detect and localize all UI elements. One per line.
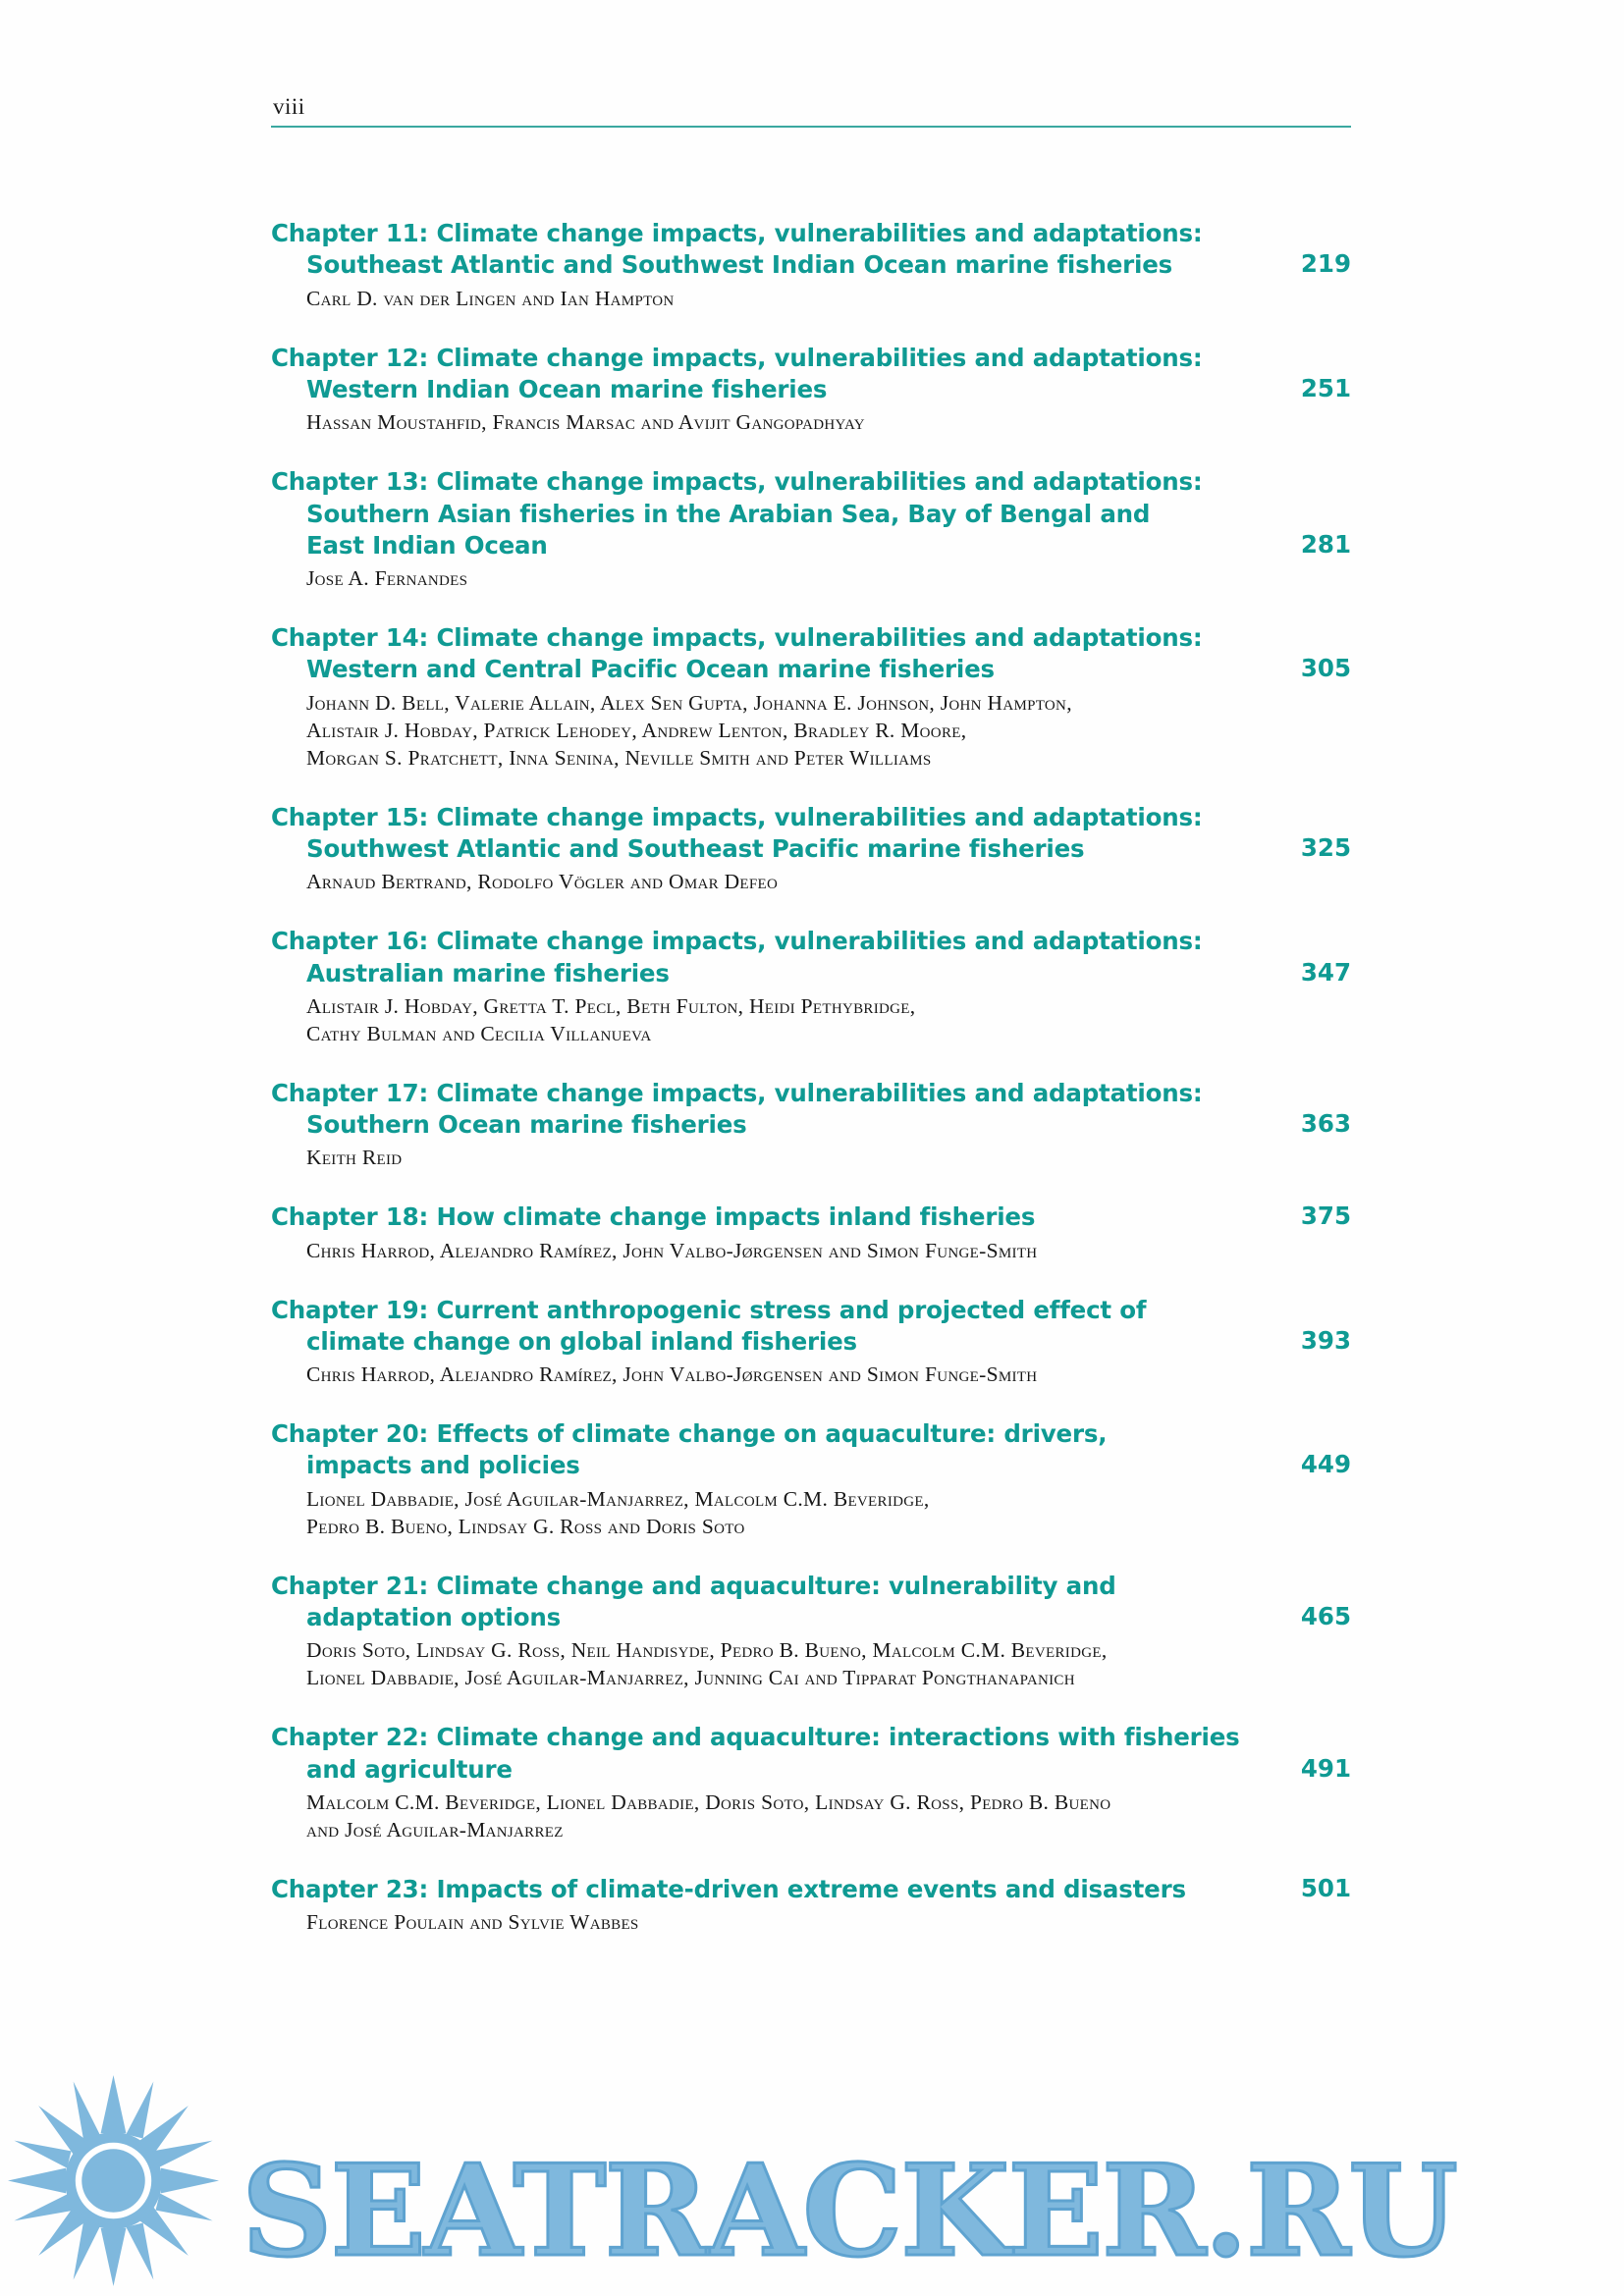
author-line: Arnaud Bertrand, Rodolfo Vögler and Omar Defeo (306, 870, 779, 894)
toc-title-line: Chapter 17: Climate change impacts, vulnerabilities and adaptations: (271, 1078, 1203, 1107)
table-of-contents (271, 218, 1351, 1966)
toc-entry-authors (271, 286, 1351, 313)
toc-page-number: 219 (1300, 249, 1351, 279)
toc-entry-title-row (271, 622, 1351, 686)
toc-title-line: Chapter 12: Climate change impacts, vulnerabilities and adaptations: (271, 343, 1203, 372)
toc-page-number: 393 (1300, 1325, 1351, 1355)
toc-page-number: 325 (1300, 832, 1351, 862)
toc-entry-title[interactable] (271, 218, 1253, 282)
toc-title-line: Australian marine fisheries (306, 958, 670, 988)
toc-title-line: Western Indian Ocean marine fisheries (306, 374, 828, 403)
toc-title-line: Chapter 14: Climate change impacts, vulnerabilities and adaptations: (271, 623, 1203, 653)
toc-entry-title-row (271, 1874, 1351, 1905)
toc-entry-authors (271, 1789, 1351, 1844)
toc-entry-authors (271, 690, 1351, 773)
toc-entry-title-row (271, 218, 1351, 282)
toc-entry-title-row (271, 1295, 1351, 1359)
toc-title-line: adaptation options (306, 1603, 562, 1632)
toc-page-number: 347 (1300, 957, 1351, 987)
toc-entry-title[interactable] (271, 343, 1253, 406)
toc-page-number: 449 (1300, 1450, 1351, 1479)
author-line: Lionel Dabbadie, José Aguilar-Manjarrez, Malcolm C.M. Beveridge, (306, 1486, 930, 1511)
toc-title-line: Chapter 20: Effects of climate change on aquaculture: drivers, (271, 1419, 1108, 1449)
toc-title-line: Chapter 22: Climate change and aquaculture: interactions with fisheries (271, 1723, 1240, 1752)
toc-title-line: Chapter 11: Climate change impacts, vulnerabilities and adaptations: (271, 219, 1203, 247)
toc-title-line: Southern Asian fisheries in the Arabian Sea, Bay of Bengal and (306, 499, 1151, 528)
author-line: Hassan Moustahfid, Francis Marsac and Avijit Gangopadhyay (306, 410, 865, 435)
toc-entry[interactable] (271, 343, 1351, 438)
toc-entry-title[interactable] (271, 926, 1253, 989)
toc-title-line: Chapter 15: Climate change impacts, vulnerabilities and adaptations: (271, 802, 1203, 831)
toc-entry-authors (271, 1145, 1351, 1172)
author-line: and José Aguilar-Manjarrez (306, 1817, 564, 1842)
toc-entry-title-row (271, 343, 1351, 406)
author-line: Keith Reid (306, 1146, 403, 1170)
author-line: Doris Soto, Lindsay G. Ross, Neil Handisyde, Pedro B. Bueno, Malcolm C.M. Beveridge, (306, 1638, 1108, 1663)
toc-entry-title[interactable] (271, 802, 1253, 866)
toc-title-line: Chapter 16: Climate change impacts, vulnerabilities and adaptations: (271, 927, 1203, 956)
author-line: Lionel Dabbadie, José Aguilar-Manjarrez, Junning Cai and Tipparat Pongthanapanich (306, 1666, 1075, 1690)
toc-entry-title-row (271, 1201, 1351, 1233)
sun-icon (8, 2075, 219, 2286)
author-line: Alistair J. Hobday, Gretta T. Pecl, Beth Fulton, Heidi Pethybridge, (306, 993, 916, 1018)
author-line: Pedro B. Bueno, Lindsay G. Ross and Doris Soto (306, 1514, 745, 1538)
toc-title-line: impacts and policies (306, 1451, 580, 1480)
author-line: Alistair J. Hobday, Patrick Lehodey, Andrew Lenton, Bradley R. Moore, (306, 718, 967, 742)
toc-title-line: Chapter 23: Impacts of climate-driven extreme events and disasters (271, 1874, 1186, 1903)
page-folio: viii (273, 94, 305, 119)
watermark-text: SEATRACKER.RU (242, 2138, 1456, 2285)
toc-entry[interactable] (271, 1201, 1351, 1264)
toc-entry-title-row (271, 466, 1351, 561)
toc-title-line: East Indian Ocean (306, 530, 548, 560)
toc-entry[interactable] (271, 1418, 1351, 1541)
toc-entry[interactable] (271, 218, 1351, 313)
toc-page-number: 305 (1300, 654, 1351, 683)
page-header (271, 94, 1351, 128)
toc-title-line: Chapter 18: How climate change impacts inland fisheries (271, 1202, 1036, 1232)
toc-entry[interactable] (271, 1295, 1351, 1390)
toc-entry-title-row (271, 1078, 1351, 1142)
toc-entry[interactable] (271, 466, 1351, 593)
toc-title-line: Chapter 13: Climate change impacts, vulnerabilities and adaptations: (271, 467, 1203, 497)
toc-entry[interactable] (271, 926, 1351, 1048)
toc-entry-title[interactable] (271, 1722, 1253, 1786)
toc-entry-authors (271, 1909, 1351, 1937)
toc-entry-title[interactable] (271, 1078, 1253, 1142)
toc-entry-authors (271, 1637, 1351, 1692)
toc-page-number: 501 (1300, 1873, 1351, 1902)
toc-entry-title-row (271, 1722, 1351, 1786)
header-divider (271, 126, 1351, 128)
toc-page-number: 363 (1300, 1109, 1351, 1139)
toc-entry[interactable] (271, 802, 1351, 897)
toc-entry-authors (271, 1486, 1351, 1541)
author-line: Johann D. Bell, Valerie Allain, Alex Sen Gupta, Johanna E. Johnson, John Hampton, (306, 690, 1072, 715)
toc-page-number: 375 (1300, 1201, 1351, 1231)
toc-title-line: Southern Ocean marine fisheries (306, 1110, 747, 1140)
author-line: Malcolm C.M. Beveridge, Lionel Dabbadie, Doris Soto, Lindsay G. Ross, Pedro B. Bueno (306, 1789, 1111, 1814)
toc-entry-authors (271, 1238, 1351, 1265)
toc-title-line: Southwest Atlantic and Southeast Pacific marine fisheries (306, 833, 1085, 863)
toc-entry-title[interactable] (271, 1201, 1253, 1233)
toc-entry-title[interactable] (271, 466, 1253, 561)
toc-entry-title[interactable] (271, 1874, 1253, 1905)
author-line: Jose A. Fernandes (306, 566, 468, 591)
toc-entry[interactable] (271, 1722, 1351, 1844)
toc-title-line: Southeast Atlantic and Southwest Indian Ocean marine fisheries (306, 250, 1173, 280)
toc-title-line: climate change on global inland fisheries (306, 1326, 857, 1356)
toc-entry-title-row (271, 1571, 1351, 1634)
toc-entry-title[interactable] (271, 1418, 1253, 1482)
toc-title-line: Western and Central Pacific Ocean marine fisheries (306, 655, 995, 684)
toc-entry-title-row (271, 802, 1351, 866)
toc-page-number: 251 (1300, 373, 1351, 402)
author-line: Florence Poulain and Sylvie Wabbes (306, 1910, 639, 1935)
toc-entry-authors (271, 409, 1351, 437)
author-line: Morgan S. Pratchett, Inna Senina, Neville Smith and Peter Williams (306, 745, 932, 770)
toc-entry-title[interactable] (271, 1571, 1253, 1634)
toc-title-line: Chapter 19: Current anthropogenic stress and projected effect of (271, 1295, 1147, 1324)
toc-entry-authors (271, 869, 1351, 896)
toc-entry-title[interactable] (271, 1295, 1253, 1359)
toc-entry-authors (271, 565, 1351, 593)
toc-entry-authors (271, 993, 1351, 1048)
author-line: Chris Harrod, Alejandro Ramírez, John Valbo-Jørgensen and Simon Funge-Smith (306, 1362, 1038, 1387)
watermark (0, 2060, 1624, 2296)
toc-entry-title[interactable] (271, 622, 1253, 686)
toc-entry[interactable] (271, 1571, 1351, 1693)
toc-entry[interactable] (271, 622, 1351, 772)
toc-entry[interactable] (271, 1874, 1351, 1937)
toc-entry[interactable] (271, 1078, 1351, 1173)
author-line: Chris Harrod, Alejandro Ramírez, John Valbo-Jørgensen and Simon Funge-Smith (306, 1238, 1038, 1262)
toc-page-number: 281 (1300, 529, 1351, 559)
author-line: Carl D. van der Lingen and Ian Hampton (306, 286, 675, 310)
toc-page-number: 465 (1300, 1602, 1351, 1631)
toc-entry-title-row (271, 926, 1351, 989)
toc-entry-title-row (271, 1418, 1351, 1482)
toc-page-number: 491 (1300, 1753, 1351, 1783)
toc-title-line: and agriculture (306, 1754, 513, 1784)
toc-title-line: Chapter 21: Climate change and aquaculture: vulnerability and (271, 1571, 1116, 1600)
toc-entry-authors (271, 1362, 1351, 1389)
author-line: Cathy Bulman and Cecilia Villanueva (306, 1021, 652, 1045)
